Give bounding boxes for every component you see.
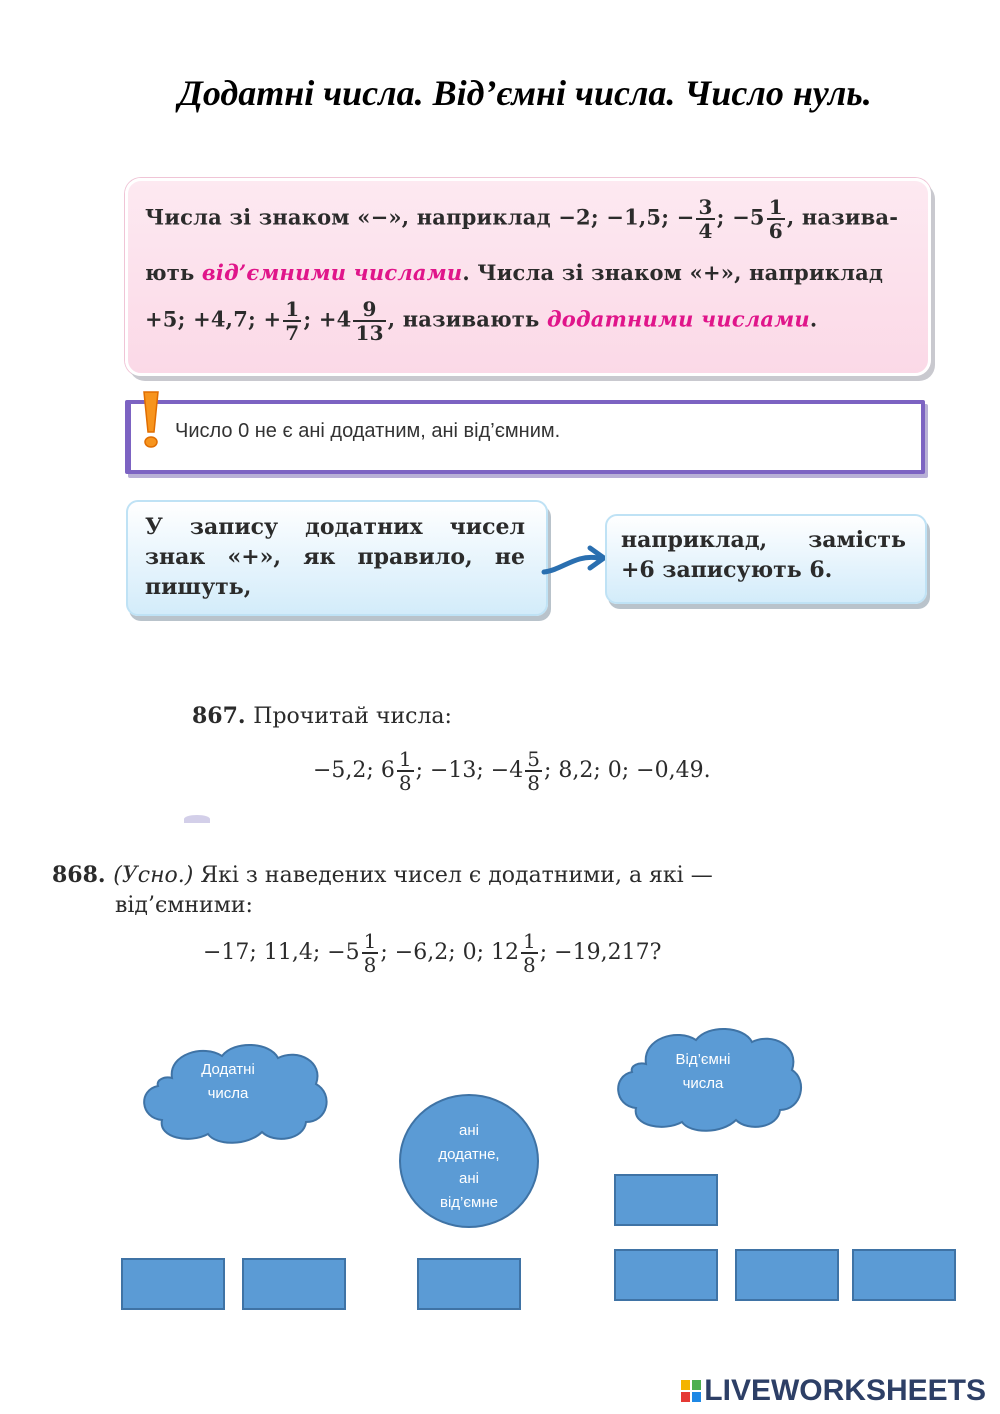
- fraction-denominator: 8: [398, 771, 412, 795]
- positive-numbers-term: додатними числами: [547, 306, 810, 332]
- fraction: [767, 196, 785, 242]
- negative-numbers-term: від’ємними числами: [201, 260, 463, 285]
- negative-answer-box-3[interactable]: [735, 1249, 839, 1301]
- definition-text: , називають: [387, 306, 547, 332]
- definition-line-2: [145, 260, 915, 285]
- fraction: [283, 298, 301, 344]
- fraction: [397, 748, 414, 794]
- definition-text: , назива-: [786, 204, 899, 230]
- fraction: [362, 930, 379, 976]
- fraction: [353, 298, 385, 344]
- fraction: [696, 196, 714, 242]
- fraction: [521, 930, 538, 976]
- fraction-denominator: 8: [527, 771, 540, 795]
- zero-answer-box[interactable]: [417, 1258, 521, 1310]
- fraction-numerator: 3: [698, 195, 713, 219]
- fraction-denominator: 6: [768, 219, 783, 243]
- exercise-868-prompt-cont: від’ємними:: [115, 893, 253, 918]
- fraction: [525, 748, 542, 794]
- definition-text: . Числа зі знаком «+», наприклад: [462, 260, 884, 285]
- exercise-868-numbers: [203, 930, 661, 976]
- number-list-text: ; −13; −4: [415, 758, 524, 783]
- rule-left-line: знак «+», як правило, не: [145, 544, 525, 570]
- number-list-text: ; −19,217?: [539, 940, 662, 965]
- definition-text: ють: [145, 260, 202, 285]
- exercise-oral-note: (Усно.): [113, 863, 194, 888]
- cloud-label-line: Додатні: [201, 1061, 255, 1078]
- fraction-denominator: 8: [363, 953, 377, 977]
- definition-line-3: [145, 298, 915, 344]
- fraction-denominator: 7: [285, 321, 300, 345]
- liveworksheets-logo: [681, 1374, 986, 1408]
- exercise-867-heading: [192, 703, 452, 729]
- number-list-text: ; 8,2; 0; −0,49.: [543, 758, 711, 783]
- fraction-numerator: 5: [527, 747, 540, 771]
- number-list-text: −17; 11,4; −5: [203, 940, 360, 965]
- note-text: Число 0 не є ані додатним, ані від’ємним.: [175, 420, 561, 442]
- negative-answer-box-2[interactable]: [614, 1249, 718, 1301]
- rule-left-text: [145, 512, 525, 602]
- definition-text: +5; +4,7; +: [145, 306, 282, 332]
- fraction-numerator: 1: [363, 929, 377, 953]
- rule-right-line: наприклад, замість: [621, 527, 906, 553]
- fraction-denominator: 13: [355, 321, 384, 345]
- cloud-label-line: числа: [207, 1085, 249, 1102]
- fraction-numerator: 1: [768, 195, 783, 219]
- fraction-denominator: 4: [698, 219, 713, 243]
- definition-text: .: [809, 306, 818, 332]
- negative-answer-box-1[interactable]: [614, 1174, 718, 1226]
- circle-label-line: додатне,: [438, 1146, 500, 1163]
- rule-left-line: У запису додатних чисел: [145, 514, 525, 540]
- definition-text: Числа зі знаком «−», наприклад −2; −1,5; −: [145, 204, 695, 230]
- definition-line-1: [145, 196, 915, 242]
- number-list-text: ; −6,2; 0; 12: [380, 940, 520, 965]
- fraction-numerator: 9: [353, 298, 385, 322]
- exercise-prompt: Прочитай числа:: [253, 704, 452, 729]
- fraction-numerator: 1: [523, 929, 536, 953]
- circle-label-line: ані: [459, 1122, 479, 1139]
- negative-cloud-label: [653, 1048, 753, 1096]
- circle-label-line: від’ємне: [440, 1194, 498, 1211]
- exercise-number: 867.: [192, 703, 246, 729]
- positive-answer-box-1[interactable]: [121, 1258, 225, 1310]
- circle-label-line: ані: [459, 1170, 479, 1187]
- negative-answer-box-4[interactable]: [852, 1249, 956, 1301]
- definition-text: ; +4: [303, 306, 352, 332]
- number-list-text: −5,2; 6: [313, 758, 395, 783]
- fraction-denominator: 8: [523, 953, 536, 977]
- exercise-number: 868.: [52, 862, 106, 888]
- fraction-numerator: 1: [398, 747, 412, 771]
- rule-right-text: [621, 525, 906, 585]
- fraction-numerator: 1: [285, 297, 300, 321]
- cloud-label-line: Від’ємні: [675, 1051, 731, 1068]
- logo-text: LIVEWORKSHEETS: [704, 1374, 986, 1407]
- cloud-label-line: числа: [682, 1075, 724, 1092]
- liveworksheets-logo-icon: [681, 1380, 701, 1402]
- positive-cloud-label: [178, 1058, 278, 1106]
- rule-left-line: пишуть,: [145, 574, 252, 600]
- positive-answer-box-2[interactable]: [242, 1258, 346, 1310]
- page-title: Додатні числа. Від’ємні числа. Число нуль.: [178, 73, 872, 113]
- scan-smudge: [184, 815, 210, 823]
- arrow-right-icon: [540, 540, 610, 580]
- exclamation-icon: [138, 388, 164, 450]
- definition-text: ; −5: [716, 204, 765, 230]
- zero-circle-label: [409, 1119, 529, 1215]
- exercise-868-heading: [52, 862, 902, 888]
- rule-right-line: +6 записують 6.: [621, 557, 833, 583]
- exercise-867-numbers: [313, 748, 711, 794]
- exercise-prompt: Які з наведених чисел є додатними, а які —: [193, 863, 713, 888]
